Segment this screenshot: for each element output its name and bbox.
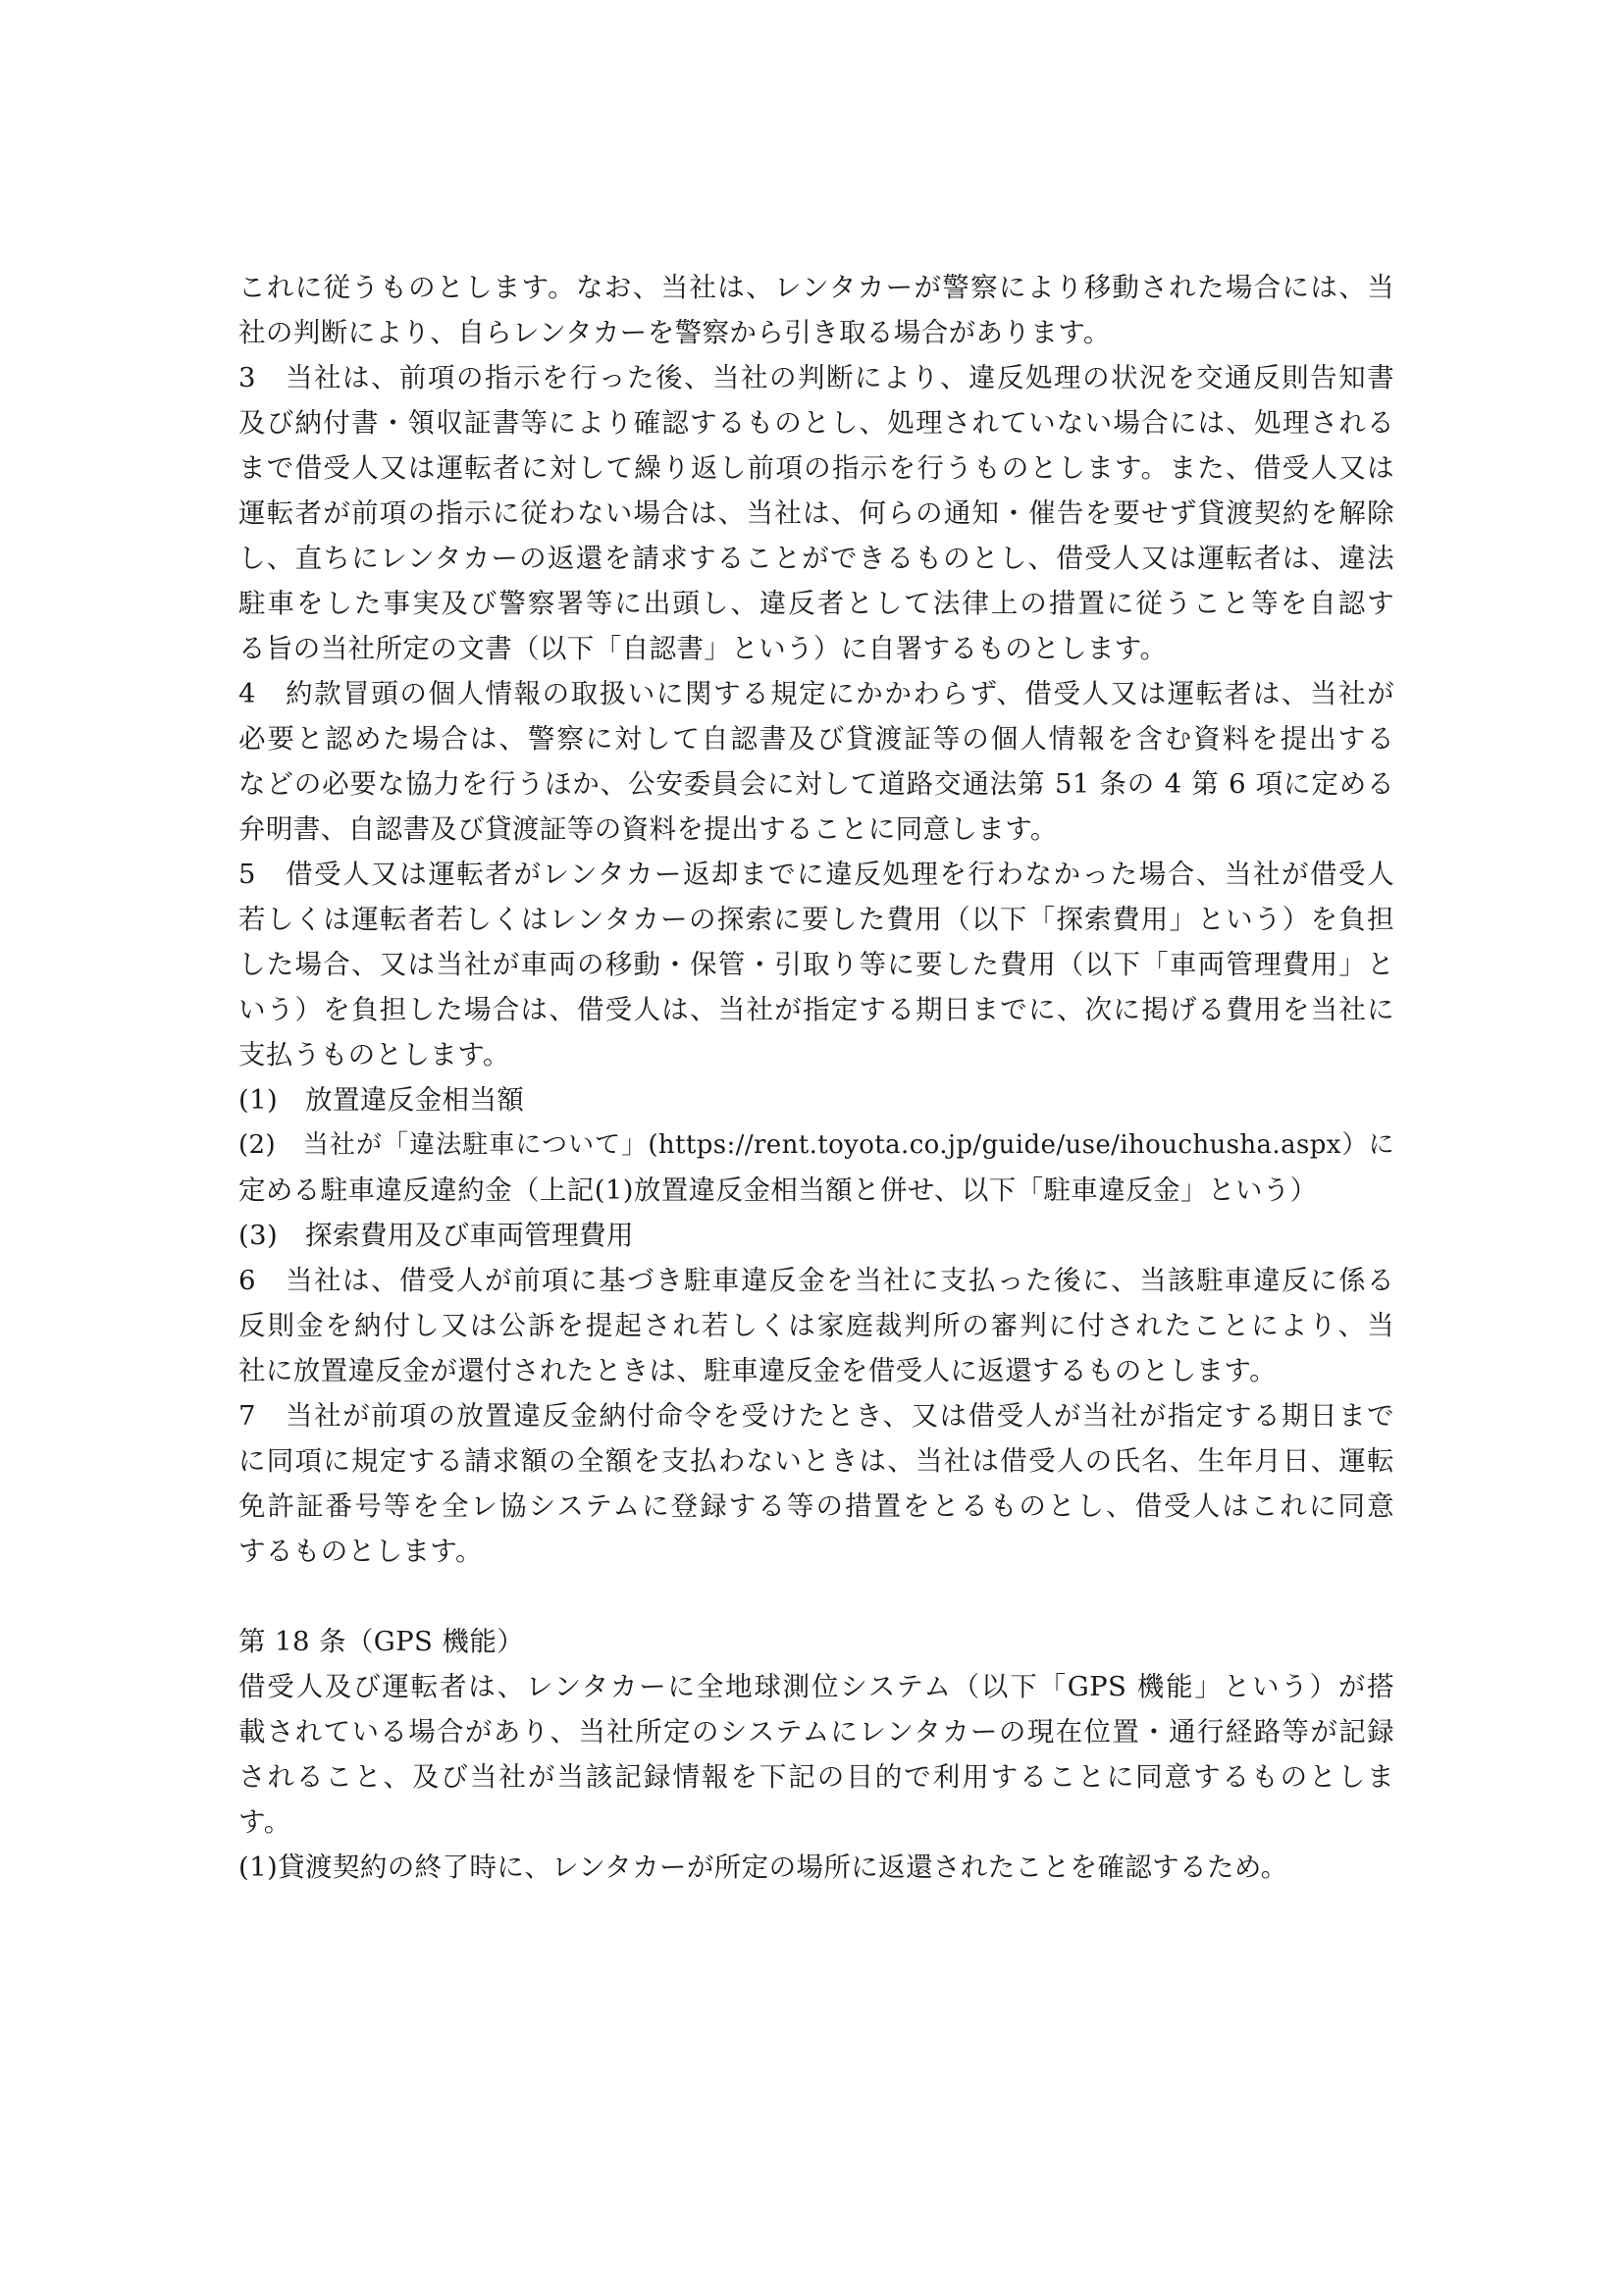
text-line: (2) 当社が「違法駐車について」(https://rent.toyota.co.jp/guide/use/ihouchusha.aspx）に [238,1130,1394,1160]
text-line: (1) 放置違反金相当額 [238,1084,525,1116]
text-line: す。 [238,1806,291,1838]
text-line: 7 当社が前項の放置違反金納付命令を受けたとき、又は借受人が当社が指定する期日まで [238,1400,1394,1432]
text-line: 3 当社は、前項の指示を行った後、当社の判断により、違反処理の状況を交通反則告知書 [238,362,1394,393]
text-line: 第 18 条（GPS 機能） [238,1626,525,1657]
text-line: まで借受人又は運転者に対して繰り返し前項の指示を行うものとします。また、借受人又は [238,452,1394,484]
text-line: る旨の当社所定の文書（以下「自認書」という）に自署するものとします。 [238,633,1168,664]
text-line: 反則金を納付し又は公訴を提起され若しくは家庭裁判所の審判に付されたことにより、当 [238,1310,1394,1341]
blank-line [238,1574,1394,1619]
text-line: 社の判断により、自らレンタカーを警察から引き取る場合があります。 [238,317,1111,348]
text-line: 載されている場合があり、当社所定のシステムにレンタカーの現在位置・通行経路等が記録 [238,1716,1394,1748]
text-line: するものとします。 [238,1536,483,1567]
text-line: いう）を負担した場合は、借受人は、当社が指定する期日までに、次に掲げる費用を当社に [238,994,1394,1025]
text-line: 社に放置違反金が還付されたときは、駐車違反金を借受人に返還するものとします。 [238,1355,1277,1386]
text-line: 若しくは運転者若しくはレンタカーの探索に要した費用（以下「探索費用」という）を負担 [238,904,1394,935]
text-line: 弁明書、自認書及び貸渡証等の資料を提出することに同意します。 [238,813,1058,845]
text-line: した場合、又は当社が車両の移動・保管・引取り等に要した費用（以下「車両管理費用」と [238,949,1394,980]
text-line: 支払うものとします。 [238,1039,510,1070]
text-line: されること、及び当社が当該記録情報を下記の目的で利用することに同意するものとしま [238,1761,1394,1793]
text-line: 定める駐車違反違約金（上記(1)放置違反金相当額と併せ、以下「駐車違反金」という） [238,1174,1318,1206]
text-line: 駐車をした事実及び警察署等に出頭し、違反者として法律上の措置に従うこと等を自認す [238,588,1394,619]
text-line: に同項に規定する請求額の全額を支払わないときは、当社は借受人の氏名、生年月日、運転 [238,1445,1394,1477]
text-line: (1)貸渡契約の終了時に、レンタカーが所定の場所に返還されたことを確認するため。 [238,1852,1288,1883]
text-line: これに従うものとします。なお、当社は、レンタカーが警察により移動された場合には、当 [238,272,1394,303]
text-line: 4 約款冒頭の個人情報の取扱いに関する規定にかかわらず、借受人又は運転者は、当社が [238,678,1394,709]
text-line: などの必要な協力を行うほか、公安委員会に対して道路交通法第 51 条の 4 第 6 項に定める [238,768,1394,800]
document-page [238,265,1394,1890]
text-line: 及び納付書・領収証書等により確認するものとし、処理されていない場合には、処理される [238,407,1394,439]
text-line: 運転者が前項の指示に従わない場合は、当社は、何らの通知・催告を要せず貸渡契約を解除 [238,497,1394,529]
text-line: し、直ちにレンタカーの返還を請求することができるものとし、借受人又は運転者は、違法 [238,543,1394,574]
text-line: 借受人及び運転者は、レンタカーに全地球測位システム（以下「GPS 機能」という）が搭 [238,1671,1394,1702]
text-line: 5 借受人又は運転者がレンタカー返却までに違反処理を行わなかった場合、当社が借受人 [238,859,1394,890]
text-line: 6 当社は、借受人が前項に基づき駐車違反金を当社に支払った後に、当該駐車違反に係る [238,1265,1394,1296]
text-line: (3) 探索費用及び車両管理費用 [238,1220,634,1251]
text-line: 必要と認めた場合は、警察に対して自認書及び貸渡証等の個人情報を含む資料を提出する [238,723,1394,755]
text-line: 免許証番号等を全レ協システムに登録する等の措置をとるものとし、借受人はこれに同意 [238,1490,1394,1522]
